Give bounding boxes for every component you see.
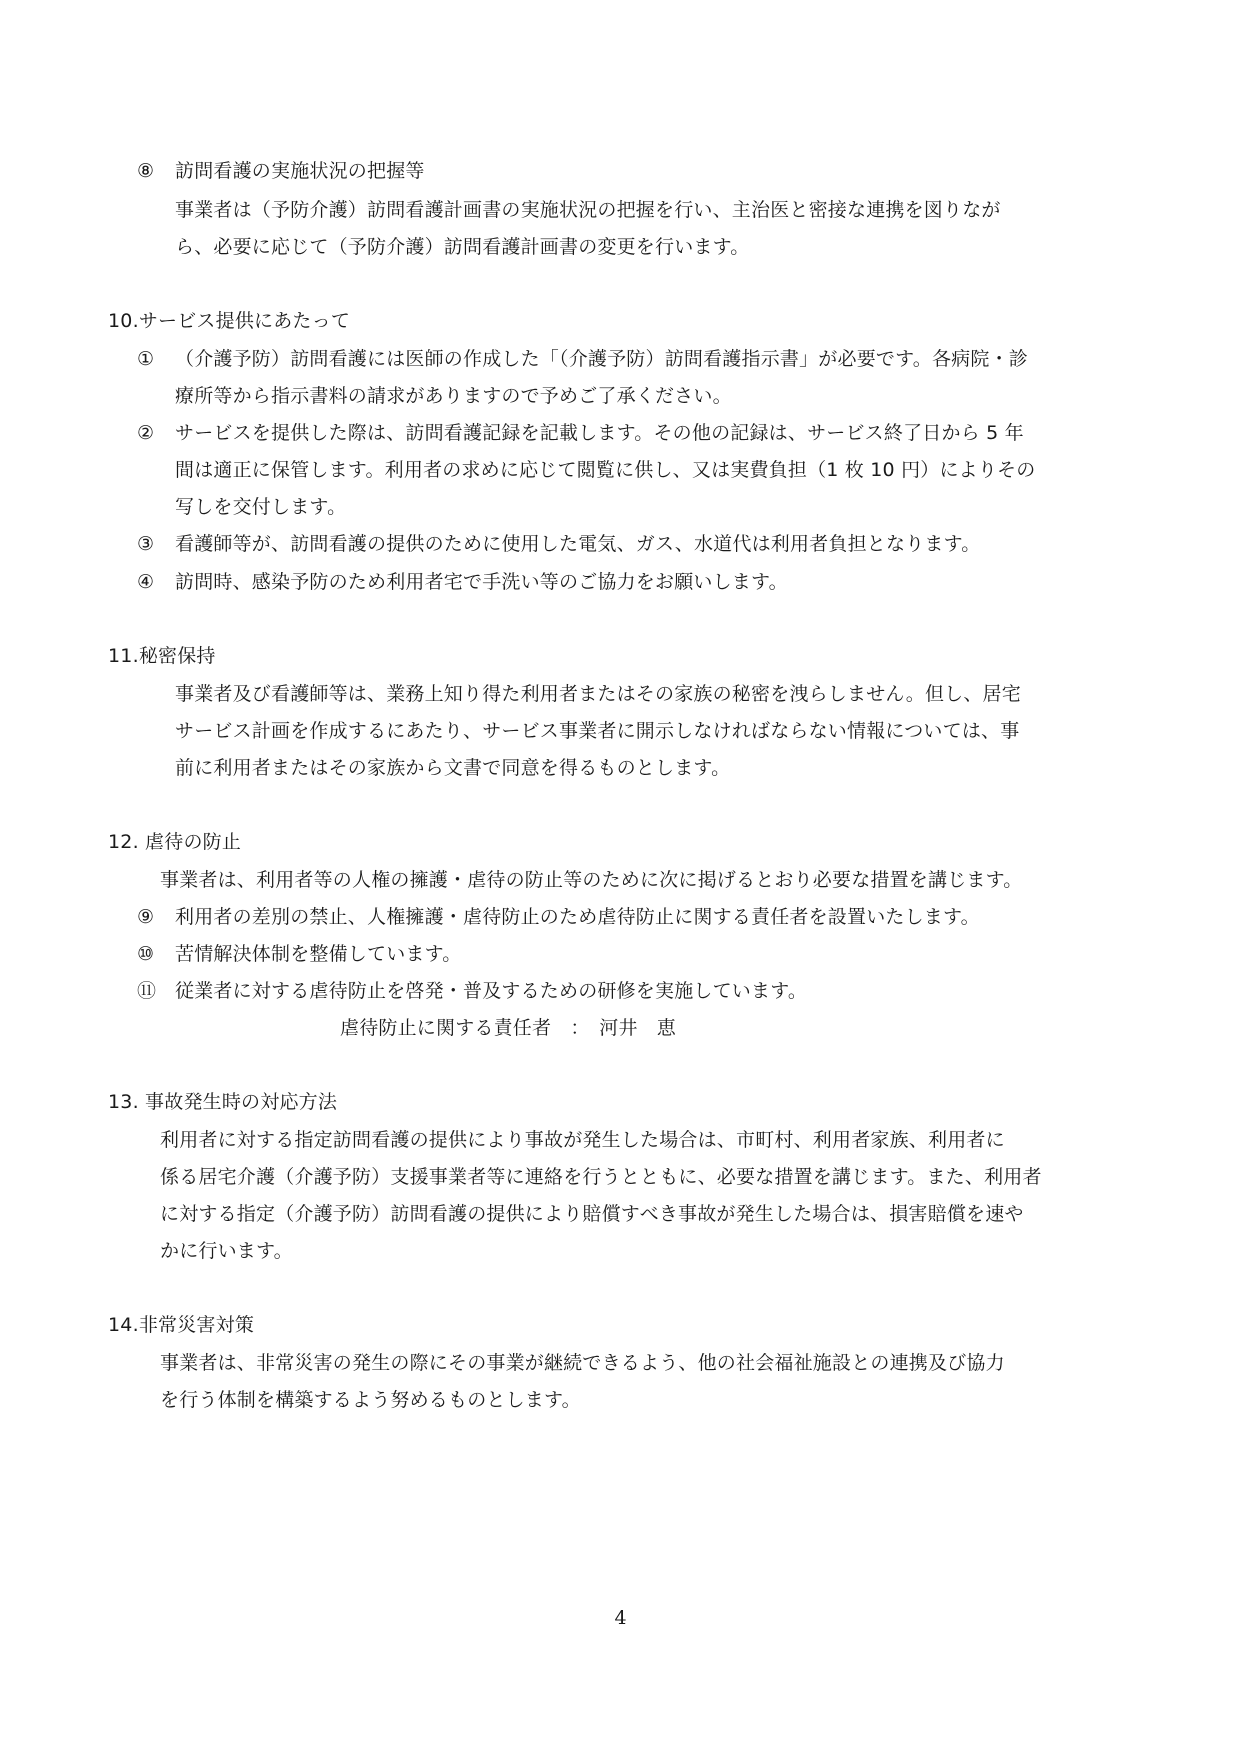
list-item-continuation: 療所等から指示書料の請求がありますので予めご了承ください。 xyxy=(175,385,732,407)
paragraph-line: 事業者は、非常災害の発生の際にその事業が継続できるよう、他の社会福祉施設との連携及び協力 xyxy=(160,1352,1005,1374)
section-heading: 11.秘密保持 xyxy=(108,645,216,667)
section-heading: 10.サービス提供にあたって xyxy=(108,310,351,332)
item-number: ⑨ xyxy=(137,906,155,928)
list-item-line xyxy=(137,570,788,594)
item-8-title-line xyxy=(137,159,425,183)
section-heading: 13. 事故発生時の対応方法 xyxy=(108,1091,338,1113)
item-text: 看護師等が、訪問看護の提供のために使用した電気、ガス、水道代は利用者負担となります。 xyxy=(175,533,981,555)
paragraph-line: ら、必要に応じて（予防介護）訪問看護計画書の変更を行います。 xyxy=(175,236,750,258)
item-number: ① xyxy=(137,348,155,370)
item-number: ③ xyxy=(137,533,155,555)
list-item-continuation: 写しを交付します。 xyxy=(175,496,347,518)
item-text: 苦情解決体制を整備しています。 xyxy=(175,943,462,965)
paragraph-line: サービス計画を作成するにあたり、サービス事業者に開示しなければならない情報については、事 xyxy=(175,720,1020,742)
paragraph-line: を行う体制を構築するよう努めるものとします。 xyxy=(160,1389,581,1411)
paragraph-line: かに行います。 xyxy=(160,1240,293,1262)
responsible-person: 虐待防止に関する責任者 ： 河井 恵 xyxy=(340,1017,677,1039)
paragraph-line: 事業者は（予防介護）訪問看護計画書の実施状況の把握を行い、主治医と密接な連携を図りなが xyxy=(175,199,1001,221)
list-item-line xyxy=(137,905,980,929)
item-number: ⑪ xyxy=(137,980,157,1002)
list-item-continuation: 間は適正に保管します。利用者の求めに応じて閲覧に供し、又は実費負担（1 枚 10 円）によりその xyxy=(175,459,1036,481)
list-item-line xyxy=(137,347,1028,371)
list-item-line xyxy=(137,532,980,556)
item-number: ④ xyxy=(137,571,155,593)
item-text: （介護予防）訪問看護には医師の作成した「（介護予防）訪問看護指示書」が必要です。各病院・診 xyxy=(175,348,1028,370)
item-title: 訪問看護の実施状況の把握等 xyxy=(175,160,425,182)
item-text: サービスを提供した際は、訪問看護記録を記載します。その他の記録は、サービス終了日から 5 年 xyxy=(175,422,1024,444)
paragraph-line: 利用者に対する指定訪問看護の提供により事故が発生した場合は、市町村、利用者家族、利用者に xyxy=(160,1129,1005,1151)
item-text: 訪問時、感染予防のため利用者宅で手洗い等のご協力をお願いします。 xyxy=(175,571,788,593)
item-text: 従業者に対する虐待防止を啓発・普及するための研修を実施しています。 xyxy=(175,980,808,1002)
list-item-line xyxy=(137,421,1024,445)
paragraph-line: に対する指定（介護予防）訪問看護の提供により賠償すべき事故が発生した場合は、損害賠償を速や xyxy=(160,1203,1024,1225)
paragraph-line: 事業者は、利用者等の人権の擁護・虐待の防止等のために次に掲げるとおり必要な措置を講じます。 xyxy=(160,869,1023,891)
item-number: ⑧ xyxy=(137,160,155,182)
section-heading: 14.非常災害対策 xyxy=(108,1314,255,1336)
paragraph-line: 事業者及び看護師等は、業務上知り得た利用者またはその家族の秘密を洩らしません。但し、居宅 xyxy=(175,683,1021,705)
section-heading: 12. 虐待の防止 xyxy=(108,831,242,853)
page-number: 4 xyxy=(614,1607,627,1629)
list-item-line xyxy=(137,942,461,966)
item-number: ⑩ xyxy=(137,943,155,965)
item-text: 利用者の差別の禁止、人権擁護・虐待防止のため虐待防止に関する責任者を設置いたします。 xyxy=(175,906,980,928)
paragraph-line: 前に利用者またはその家族から文書で同意を得るものとします。 xyxy=(175,757,731,779)
item-number: ② xyxy=(137,422,155,444)
paragraph-line: 係る居宅介護（介護予防）支援事業者等に連絡を行うとともに、必要な措置を講じます。また、利用者 xyxy=(160,1166,1042,1188)
list-item-line xyxy=(137,979,807,1003)
